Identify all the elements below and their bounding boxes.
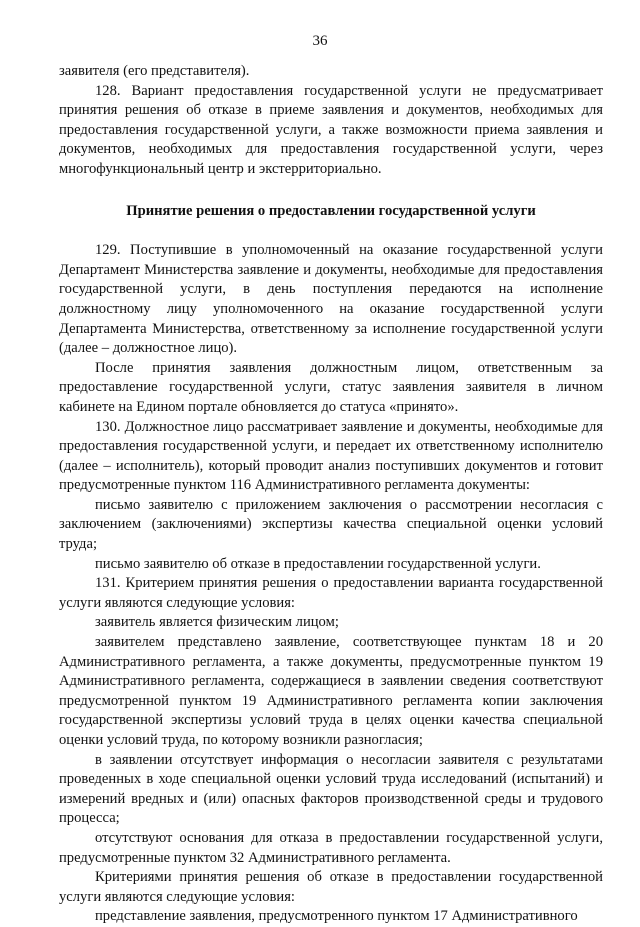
paragraph-130: 130. Должностное лицо рассматривает заявление и документы, необходимые для предоставления государственной услуги, и передает их ответственному исполнителю (далее – исполнитель), который проводит анализ поступивших документов и готовит предусмотренные пунктом 116 Административного регламента документы: xyxy=(59,418,603,494)
paragraph-letter-conclusion: письмо заявителю с приложением заключения о рассмотрении несогласия с заключением (заключениями) экспертизы качества специальной оценки условий труда; xyxy=(59,496,603,553)
paragraph-refusal-criteria: Критериями принятия решения об отказе в предоставлении государственной услуги являются следующие условия: xyxy=(59,869,603,905)
paragraph-condition-no-grounds: отсутствуют основания для отказа в предоставлении государственной услуги, предусмотренные пунктом 32 Административного регламента. xyxy=(59,829,603,866)
paragraph-continuation: заявителя (его представителя). xyxy=(59,63,250,79)
paragraph-128: 128. Вариант предоставления государственной услуги не предусматривает принятия решения об отказе в приеме заявления и документов, необходимых для предоставления государственной услуги, а также возможности приема заявления и документов, необходимых для предоставления государственной услуги, через многофункциональный центр и экстерриториально. xyxy=(59,82,603,177)
paragraph-refusal-condition: представление заявления, предусмотренного пунктом 17 Административного xyxy=(95,908,578,925)
paragraph-condition-individual: заявитель является физическим лицом; xyxy=(95,614,339,631)
page-number: 36 xyxy=(312,33,328,49)
paragraph-condition-no-disagreement: в заявлении отсутствует информация о несогласии заявителя с результатами проведенных в ходе специальной оценки условий труда исследований (испытаний) и измерений вредных и (или) опасных факторов производственной среды и трудового процесса; xyxy=(59,751,603,827)
paragraph-129: 129. Поступившие в уполномоченный на оказание государственной услуги Департамент Министерства заявление и документы, необходимые для предоставления государственной услуги, в день поступления передаются на исполнение должностному лицу уполномоченного на оказание государственной услуги Департамента Министерства, ответственному за исполнение государственной услуги (далее – должностное лицо). xyxy=(59,242,603,357)
section-heading: Принятие решения о предоставлении государственной услуги xyxy=(126,202,536,219)
paragraph-status-update: После принятия заявления должностным лицом, ответственным за предоставление государственной услуги, статус заявления заявителя в личном кабинете на Едином портале обновляется до статуса «принято». xyxy=(59,359,603,415)
paragraph-131: 131. Критерием принятия решения о предоставлении варианта государственной услуги являются следующие условия: xyxy=(59,575,603,611)
paragraph-condition-application: заявителем представлено заявление, соответствующее пунктам 18 и 20 Административного регламента, а также документы, предусмотренные пунктом 19 Административного регламента, содержащиеся в заявлении сведения соответствуют предусмотренной пунктом 19 Административного регламента копии заключения государственной экспертизы условий труда в целях оценки качества специальной оценки условий труда, по которому возникли разногласия; xyxy=(59,634,603,748)
paragraph-letter-refusal: письмо заявителю об отказе в предоставлении государственной услуги. xyxy=(95,555,541,572)
document-body xyxy=(59,62,603,927)
